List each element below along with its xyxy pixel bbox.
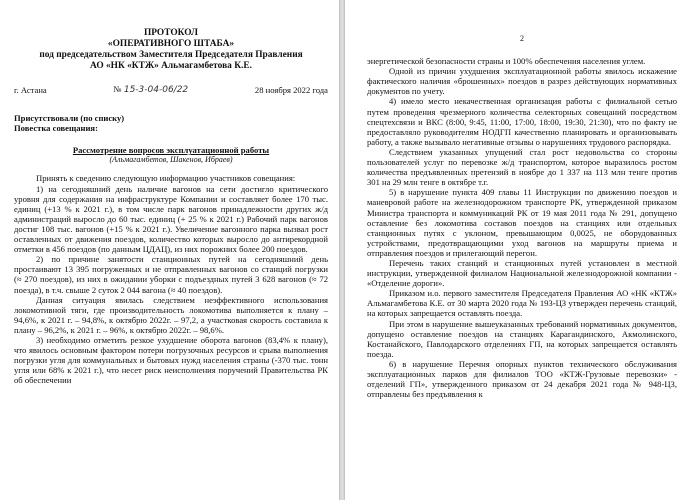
paragraph: Данная ситуация явилась следствием неэффективного использования локомотивной тяги, где производительность локомотива выполняется к плану – 94,6%, к 2021 г. – 94,8%, к октябрю 2022г. – 97,2, а участковая скорость составила к плану – 96,2%, к 2021 г. – 96%, к октябрю 2022г. – 98,6%. [14,294,328,335]
paragraph: 3) необходимо отметить резкое ухудшение оборота вагонов (83,4% к плану), что явилось основным фактором потери погрузочных ресурсов и срыва выполнения погрузки угля для коммунальных и бытовых нужд населения страны (-370 тыс. тонн угля или 68% к 2021 г.), что несет риск неисполнения поручений Правительства РК об обеспечении [14,334,328,386]
handwritten-number: 15-3-04-06/22 [123,85,189,95]
paragraph: При этом в нарушение вышеуказанных требований нормативных документов, допущено оставление поездов на станциях Карагандинского, Акмолинского, Костанайского, Павлодарского отделениях ГП, на которых запрещается оставлять поезда. [367,318,677,359]
paragraph: 4) имело место некачественная организация работы с филиальной сетью путем проведения чрезмерного количества селекторных совещаний посредством спецтехсвязи и ВКС (8:00, 9:45, 11:00, 17:00, 18:00, 19:30, 21:30), что по факту не предоставляло руководителям НОДГП качественно планировать и организовывать работу, а также вызывало негативные отзывы о нарушениях трудового распорядка. [367,96,677,147]
paragraph: Перечень таких станций и станционных путей установлен в местной инструкции, утвержденной филиалом Национальной железнодорожной компании - «Отделение дороги». [367,257,677,289]
document-page-2 [345,0,690,500]
paragraph: Одной из причин ухудшения эксплуатационной работы явилось искажение фактического наличия «брошенных» поездов в разрез действующих нормативных документов по учету. [367,66,677,97]
page-1-content [14,0,328,385]
section-title: Рассмотрение вопросов эксплуатационной работы [72,145,270,156]
agenda-heading: Повестка совещания: [14,123,98,134]
page-2-content [367,0,677,399]
chairman-name-line: АО «НК «КТЖ» Альмагамбетова К.Е. [90,61,252,71]
city-number-date-row [14,84,328,95]
paragraph: 2) по причине занятости станционных путей на сегодняшний день простаивают 13 395 погруженных и не отправленных вагонов со станций погрузки (≈ 270 поездов), из них в ожидании уборки с подъездных путей 3 628 вагонов (≈ 72 поезда), в т.ч. свыше 2 суток 2 044 вагона (≈ 40 поездов). [14,254,328,295]
paragraph: Принять к сведению следующую информацию участников совещания: [36,173,296,184]
section-speakers: (Альмагамбетов, Шакенов, Ибраев) [109,155,233,165]
city: г. Астана [14,84,47,95]
protocol-number [113,84,188,95]
protocol-title: ПРОТОКОЛ [143,28,199,38]
paragraph: энергетической безопасности страны и 100% обеспечения населения углем. [367,56,646,67]
paragraph: Приказом и.о. первого заместителя Председателя Правления АО «НК «КТЖ» Альмагамбетова К.Е. от 30 марта 2020 года № 193-ЦЗ утвержден перечень станций, на которых запрещается оставлять поезда. [367,288,677,319]
protocol-date: 28 ноября 2022 года [254,84,328,95]
number-sign: № [113,84,122,94]
document-page-1 [0,0,339,500]
paragraph: 1) на сегодняшний день наличие вагонов на сети достигло критического уровня для содержания на инфраструктуре Компании и составляет более 170 тыс. единиц (+13 % к 2021 г.), в том числе парк вагонов принадлежности других ж/д администраций выросло до 60 тыс. единиц (+ 25 % к 2021 г.) Рабочий парк вагонов достиг 108 тыс. вагонов (+15 % к 2021 г.). Увеличение вагонного парка вызвал рост оставленных от движения поездов, количество которых выросло до антирекордной отметки в 456 поездов (по данным ЦДАЦ), из них порожних более 200 поездов. [14,183,328,255]
paragraph: 5) в нарушение пункта 409 главы 11 Инструкции по движению поездов и маневровой работе на железнодорожном транспорте РК, утвержденной приказом Министра транспорта и коммуникаций РК от 19 мая 2011 года № 291, допущено оставление без локомотива составов поездов на станциях или отдельных станционных путях с уклоном, превышающим 0,0025, не оборудованных устройствами, предотвращающими уход вагонов на маршруты приема и отправления поездов и прилегающий перегон. [367,187,677,258]
attendees-line: Присутствовали (по списку) [14,113,125,124]
paragraph: Следствием указанных упущений стал рост недовольства со стороны пользователей услуг по перевозке ж/д транспортом, которое выразилось ростом количества предъявленных претензий в ноябре до 1 337 на 113 млн тенге против 301 на 29 млн тенге в октябре т.г. [367,146,677,188]
page-number: 2 [520,34,524,43]
operational-hq-title: «ОПЕРАТИВНОГО ШТАБА» [107,39,235,49]
paragraph: 6) в нарушение Перечня опорных пунктов технического обслуживания эксплуатационных парков для филиалов ТОО «КТЖ-Грузовые перевозки» - отделений ГП», утвержденного приказом от 24 декабря 2021 года № 948-ЦЗ, отправлены без предъявления к [367,358,677,400]
chairmanship-line: под председательством Заместителя Председателя Правления [39,50,303,60]
